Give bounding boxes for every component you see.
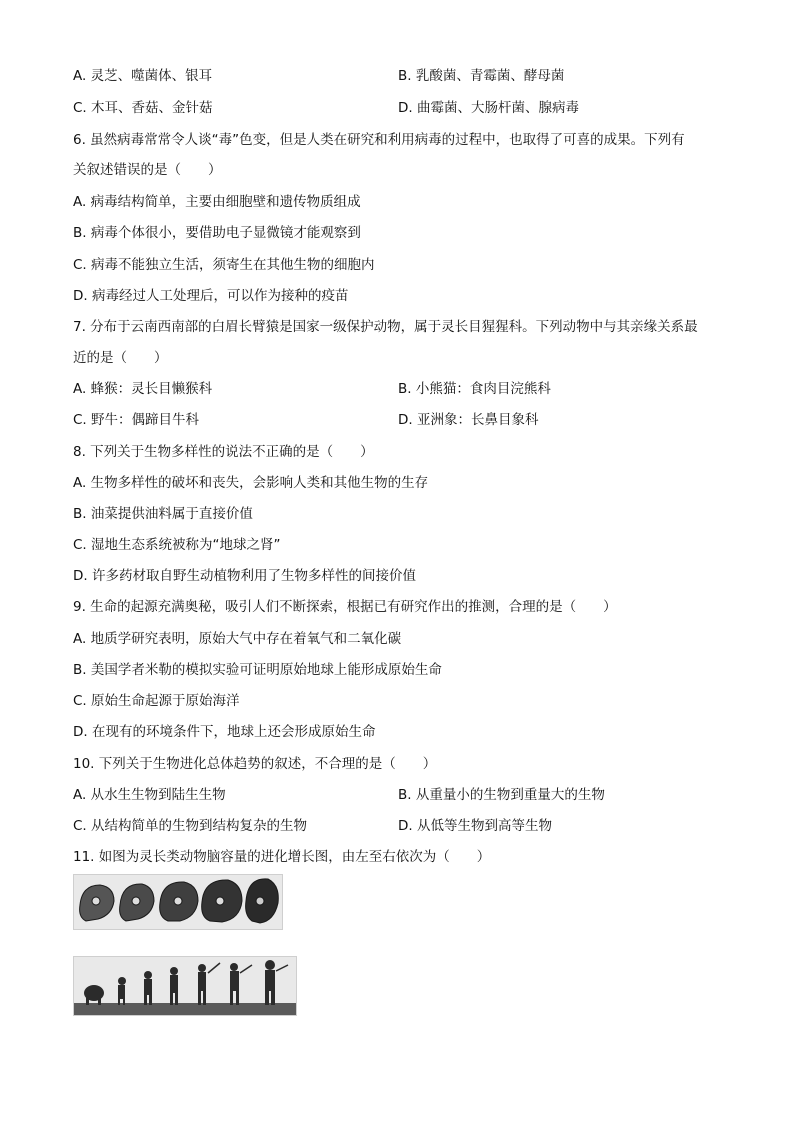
q8-option-c: C. 湿地生态系统被称为“地球之肾” (73, 537, 281, 553)
q7-option-d: D. 亚洲象：长鼻目象科 (398, 412, 539, 428)
q8-option-b: B. 油菜提供油料属于直接价值 (73, 506, 253, 522)
q6-stem: 6. 虽然病毒常常令人谈“毒”色变，但是人类在研究和利用病毒的过程中，也取得了可喜的成果。下列有 (73, 132, 685, 148)
q10-stem: 10. 下列关于生物进化总体趋势的叙述，不合理的是（ ） (73, 756, 437, 772)
q5-option-c: C. 木耳、香菇、金针菇 (73, 100, 213, 116)
q9-option-d: D. 在现有的环境条件下，地球上还会形成原始生命 (73, 724, 376, 740)
q6-option-d: D. 病毒经过人工处理后，可以作为接种的疫苗 (73, 288, 349, 304)
q5-option-d: D. 曲霉菌、大肠杆菌、腺病毒 (398, 100, 579, 116)
q5-option-a: A. 灵芝、噬菌体、银耳 (73, 68, 213, 84)
q9-option-a: A. 地质学研究表明，原始大气中存在着氧气和二氧化碳 (73, 631, 402, 647)
evolution-svg (74, 957, 296, 1015)
q8-option-a: A. 生物多样性的破坏和丧失，会影响人类和其他生物的生存 (73, 475, 429, 491)
q5-option-b: B. 乳酸菌、青霉菌、酵母菌 (398, 68, 565, 84)
q7-stem-cont: 近的是（ ） (73, 350, 168, 366)
q10-option-c: C. 从结构简单的生物到结构复杂的生物 (73, 818, 308, 834)
skulls-svg (74, 875, 282, 929)
q6-stem-cont: 关叙述错误的是（ ） (73, 162, 222, 178)
q6-option-a: A. 病毒结构简单，主要由细胞壁和遗传物质组成 (73, 194, 361, 210)
skull-evolution-figure (73, 874, 283, 930)
q9-stem: 9. 生命的起源充满奥秘，吸引人们不断探索，根据已有研究作出的推测，合理的是（ ） (73, 599, 617, 615)
q7-option-b: B. 小熊猫：食肉目浣熊科 (398, 381, 551, 397)
q9-option-c: C. 原始生命起源于原始海洋 (73, 693, 240, 709)
q6-option-c: C. 病毒不能独立生活，须寄生在其他生物的细胞内 (73, 257, 375, 273)
q11-stem: 11. 如图为灵长类动物脑容量的进化增长图，由左至右依次为（ ） (73, 849, 491, 865)
q8-option-d: D. 许多药材取自野生动植物利用了生物多样性的间接价值 (73, 568, 416, 584)
q6-option-b: B. 病毒个体很小，要借助电子显微镜才能观察到 (73, 225, 361, 241)
q8-stem: 8. 下列关于生物多样性的说法不正确的是（ ） (73, 444, 374, 460)
human-evolution-figure (73, 956, 297, 1016)
q10-option-d: D. 从低等生物到高等生物 (398, 818, 552, 834)
q7-stem: 7. 分布于云南西南部的白眉长臂猿是国家一级保护动物，属于灵长目猩猩科。下列动物中与其亲缘关系最 (73, 319, 698, 335)
q9-option-b: B. 美国学者米勒的模拟实验可证明原始地球上能形成原始生命 (73, 662, 442, 678)
q7-option-a: A. 蜂猴：灵长目懒猴科 (73, 381, 213, 397)
q10-option-a: A. 从水生生物到陆生生物 (73, 787, 226, 803)
q7-option-c: C. 野牛：偶蹄目牛科 (73, 412, 200, 428)
q10-option-b: B. 从重量小的生物到重量大的生物 (398, 787, 605, 803)
